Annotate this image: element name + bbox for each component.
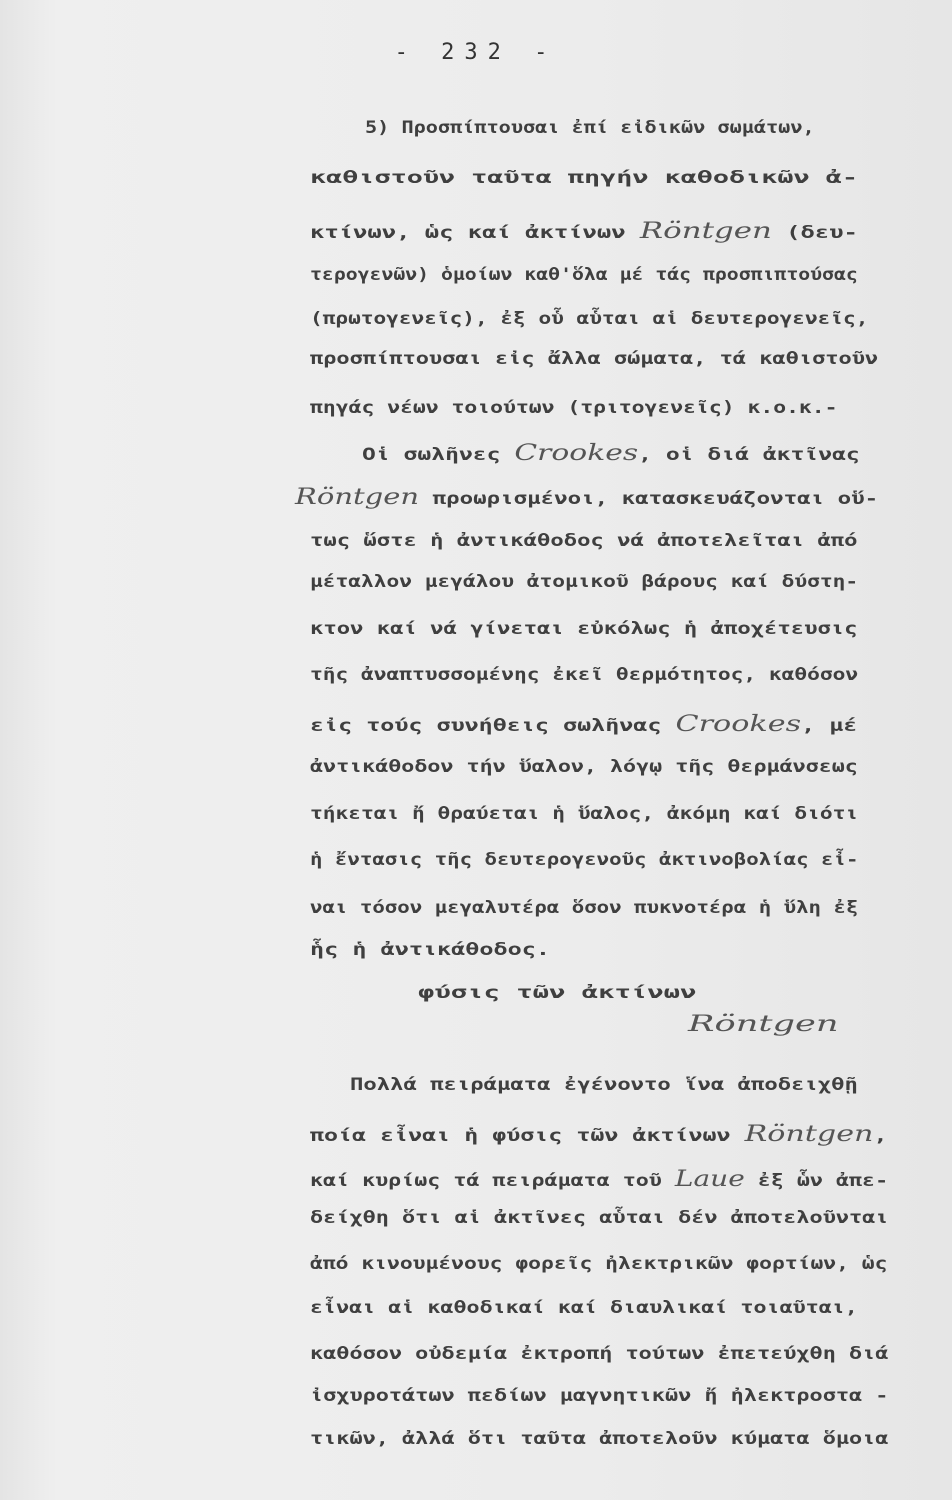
text-line bbox=[310, 665, 858, 685]
text-line bbox=[310, 898, 858, 918]
text-line bbox=[310, 712, 857, 737]
typed-segment: μέταλλον μεγάλου ἀτομικοῦ βάρους καί δύστη- bbox=[310, 572, 859, 592]
text-line bbox=[310, 265, 858, 285]
typed-segment: , μέ bbox=[801, 716, 858, 736]
typed-segment: τερογενῶν) ὁμοίων καθ'ὅλα μέ τάς προσπιπτούσας bbox=[310, 265, 858, 285]
text-line bbox=[310, 1429, 888, 1449]
typed-segment: τήκεται ἤ θραύεται ἡ ὕαλος, ἀκόμη καί διότι bbox=[310, 804, 859, 824]
text-line bbox=[310, 850, 858, 870]
handwritten-insertion: Röntgen bbox=[688, 1012, 839, 1037]
typed-segment: τῆς ἀναπτυσσομένης ἐκεῖ θερμότητος, καθόσον bbox=[310, 665, 859, 685]
typed-segment: ἀντικάθοδον τήν ὕαλον, λόγῳ τῆς θερμάνσεως bbox=[310, 757, 858, 777]
typed-segment: καθόσον οὐδεμία ἐκτροπή τούτων ἐπετεύχθη διά bbox=[310, 1344, 889, 1364]
typed-segment: (πρωτογενεῖς), ἐξ οὗ αὗται αἱ δευτερογενεῖς, bbox=[310, 309, 869, 329]
typed-segment: κτον καί νά γίνεται εὐκόλως ἡ ἀποχέτευσις bbox=[310, 619, 858, 639]
text-line bbox=[310, 619, 858, 639]
text-line bbox=[310, 349, 878, 369]
typed-segment: προσπίπτουσαι εἰς ἄλλα σώματα, τά καθιστοῦν bbox=[310, 349, 879, 369]
text-line bbox=[295, 485, 878, 510]
handwritten-insertion: Röntgen bbox=[295, 485, 420, 510]
text-line bbox=[310, 572, 858, 592]
typed-segment: ἡ ἔντασις τῆς δευτερογενοῦς ἀκτινοβολίας εἶ- bbox=[310, 850, 859, 870]
handwritten-insertion: Crookes bbox=[675, 712, 802, 737]
typed-segment: Οἱ σωλῆνες bbox=[362, 445, 515, 465]
typed-segment: ἀπό κινουμένους φορεῖς ἠλεκτρικῶν φορτίων, ὡς bbox=[310, 1254, 888, 1274]
text-line bbox=[310, 219, 858, 244]
typed-segment: καί κυρίως τά πειράματα τοῦ bbox=[310, 1171, 675, 1191]
handwritten-insertion: Röntgen bbox=[744, 1122, 874, 1147]
typed-segment: , οἱ διά ἀκτῖνας bbox=[638, 445, 860, 465]
text-line bbox=[310, 168, 858, 188]
text-line bbox=[310, 757, 858, 777]
text-line bbox=[310, 309, 868, 329]
page-number: - 232 - bbox=[394, 40, 558, 65]
typed-segment: (δευ- bbox=[771, 223, 858, 243]
typed-segment: ἐξ ὧν ἀπε- bbox=[744, 1171, 889, 1191]
text-line bbox=[310, 804, 858, 824]
text-line bbox=[418, 983, 696, 1003]
typed-segment: Πολλά πειράματα ἐγένοντο ἵνα ἀποδειχθῇ bbox=[350, 1075, 858, 1095]
text-line bbox=[310, 1386, 888, 1406]
typed-segment: τως ὥστε ἡ ἀντικάθοδος νά ἀποτελεῖται ἀπό bbox=[310, 531, 858, 551]
text-line bbox=[688, 1012, 839, 1037]
text-line bbox=[310, 531, 858, 551]
text-line bbox=[310, 1298, 858, 1318]
typed-segment: , bbox=[873, 1126, 888, 1146]
text-line bbox=[310, 1344, 888, 1364]
handwritten-insertion: Laue bbox=[674, 1167, 745, 1192]
handwritten-insertion: Crookes bbox=[514, 441, 639, 466]
text-line bbox=[365, 118, 815, 138]
text-line bbox=[310, 940, 550, 960]
text-line bbox=[310, 1208, 888, 1228]
text-line bbox=[310, 1122, 887, 1147]
typed-segment: καθιστοῦν ταῦτα πηγήν καθοδικῶν ἀ- bbox=[310, 168, 858, 188]
typed-segment: εἶναι αἱ καθοδικαί καί διαυλικαί τοιαῦται, bbox=[310, 1298, 858, 1318]
typed-segment: ναι τόσον μεγαλυτέρα ὅσον πυκνοτέρα ἡ ὕλη ἐξ bbox=[310, 898, 859, 918]
typed-segment: εἰς τούς συνήθεις σωλῆνας bbox=[310, 716, 676, 736]
typed-segment: κτίνων, ὡς καί ἀκτίνων bbox=[310, 223, 640, 243]
text-line bbox=[350, 1075, 858, 1095]
typed-segment: ποία εἶναι ἡ φύσις τῶν ἀκτίνων bbox=[310, 1126, 745, 1146]
typed-segment: τικῶν, ἀλλά ὅτι ταῦτα ἀποτελοῦν κύματα ὅμοια bbox=[310, 1429, 889, 1449]
typed-segment: πηγάς νέων τοιούτων (τριτογενεῖς) κ.ο.κ.- bbox=[310, 398, 838, 418]
typed-segment: φύσις τῶν ἀκτίνων bbox=[418, 983, 697, 1003]
text-line bbox=[310, 1254, 887, 1274]
text-line bbox=[310, 398, 838, 418]
text-line bbox=[310, 1167, 888, 1192]
typed-segment: 5) Προσπίπτουσαι ἐπί εἰδικῶν σωμάτων, bbox=[365, 118, 815, 138]
handwritten-insertion: Röntgen bbox=[639, 219, 772, 244]
text-line bbox=[362, 441, 860, 466]
typed-segment: ἧς ἡ ἀντικάθοδος. bbox=[310, 940, 550, 960]
typed-segment: ἰσχυροτάτων πεδίων μαγνητικῶν ἤ ἠλεκτροστα - bbox=[310, 1386, 889, 1406]
typed-segment: δείχθη ὅτι αἱ ἀκτῖνες αὗται δέν ἀποτελοῦνται bbox=[310, 1208, 889, 1228]
typed-segment: προωρισμένοι, κατασκευάζονται οὕ- bbox=[419, 489, 879, 509]
